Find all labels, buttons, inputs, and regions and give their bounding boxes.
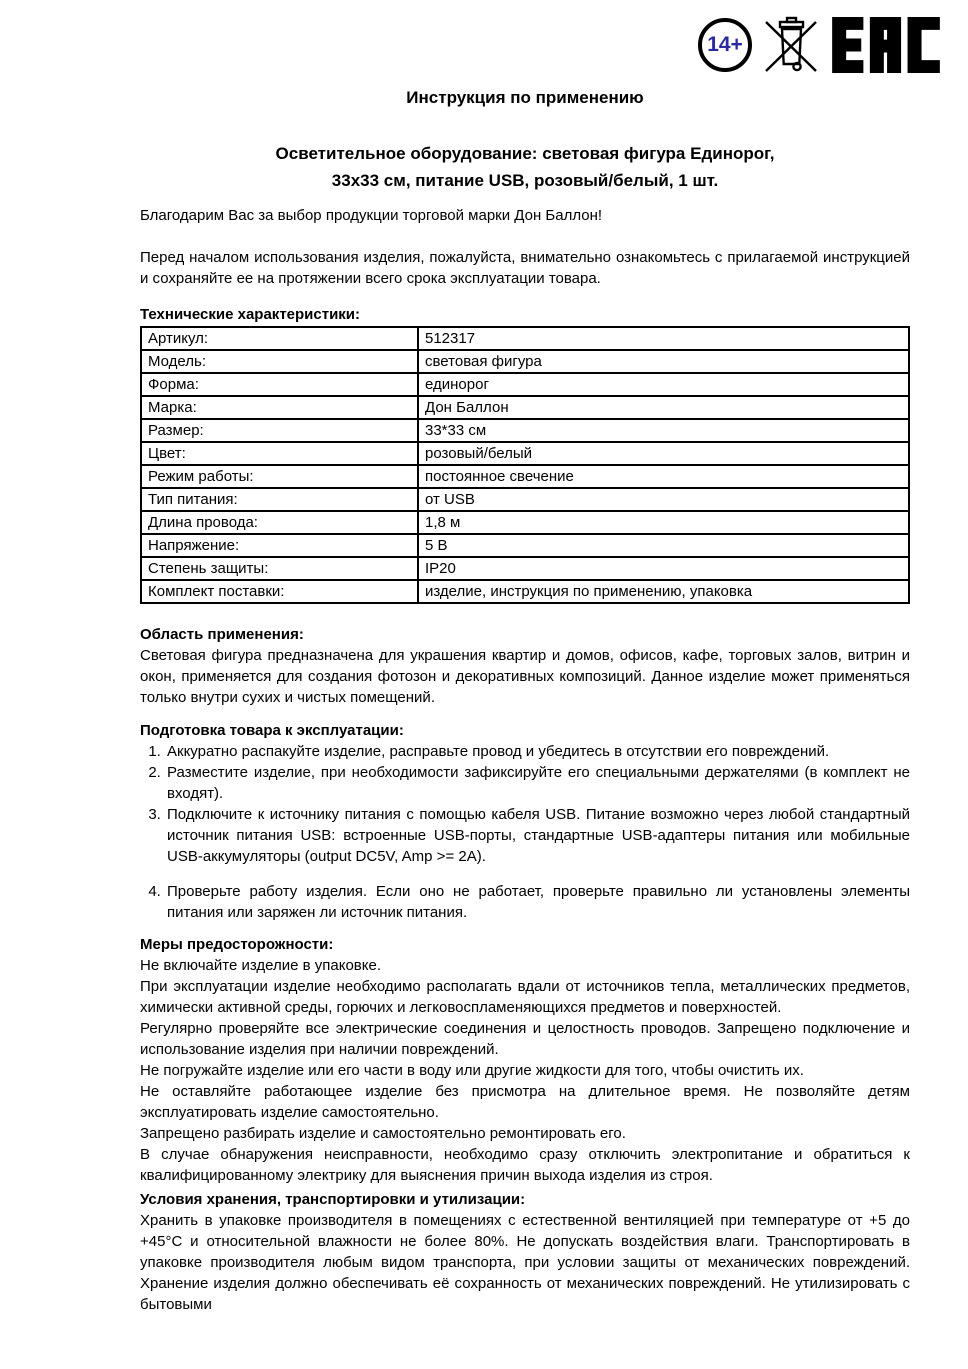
product-subtitle-line-1: Осветительное оборудование: световая фигура Единорог, bbox=[275, 144, 775, 163]
spec-label: Тип питания: bbox=[141, 488, 418, 511]
spec-row bbox=[141, 580, 909, 603]
age-rating-text: 14+ bbox=[707, 33, 743, 56]
application-text: Световая фигура предназначена для украшения квартир и домов, офисов, кафе, торговых залов, витрин и окон, применяется для создания фотозон и декоративных композиций. Данное изделие может применяться только внутри сухих и чистых помещений. bbox=[140, 647, 910, 706]
age-rating-icon bbox=[698, 18, 752, 72]
spec-row bbox=[141, 511, 909, 534]
spec-label: Комплект поставки: bbox=[141, 580, 418, 603]
spec-row bbox=[141, 488, 909, 511]
precaution-paragraph: При эксплуатации изделие необходимо располагать вдали от источников тепла, металлических предметов, химически активной среды, горючих и легковоспламеняющихся предметов и поверхностей. bbox=[140, 978, 910, 1016]
preparation-list bbox=[140, 741, 910, 923]
spec-row bbox=[141, 534, 909, 557]
storage-text: Хранить в упаковке производителя в помещениях с естественной вентиляцией при температуре от +5 до +45°С и относительной влажности не более 80%. Не допускать воздействия влаги. Транспортировать в упаковке производителя любым видом транспорта, при условии защиты от механических повреждений. Хранение изделия должно обеспечивать её сохранность от механических повреждений. Не утилизировать с бытовыми bbox=[140, 1212, 910, 1313]
precautions-block bbox=[140, 955, 910, 1186]
spec-value: изделие, инструкция по применению, упаковка bbox=[418, 580, 909, 603]
spec-label: Марка: bbox=[141, 396, 418, 419]
spec-label: Цвет: bbox=[141, 442, 418, 465]
page-title: Инструкция по применению bbox=[406, 88, 644, 107]
application-heading: Область применения: bbox=[140, 626, 304, 643]
product-subtitle-line-2: 33х33 см, питание USB, розовый/белый, 1 шт. bbox=[331, 171, 719, 190]
precautions-heading: Меры предосторожности: bbox=[140, 936, 334, 953]
spec-value: 33*33 см bbox=[418, 419, 909, 442]
preparation-item: 1. Аккуратно распакуйте изделие, расправьте провод и убедитесь в отсутствии его повреждений. bbox=[165, 741, 910, 762]
preparation-item: 4. Проверьте работу изделия. Если оно не работает, проверьте правильно ли установлены элементы питания или заряжен ли источник питания. bbox=[165, 881, 910, 923]
spec-value: 512317 bbox=[418, 327, 909, 350]
spec-value: розовый/белый bbox=[418, 442, 909, 465]
preparation-heading: Подготовка товара к эксплуатации: bbox=[140, 722, 404, 739]
spec-value: Дон Баллон bbox=[418, 396, 909, 419]
spec-value: 5 В bbox=[418, 534, 909, 557]
spec-label: Степень защиты: bbox=[141, 557, 418, 580]
spec-row bbox=[141, 419, 909, 442]
precaution-paragraph: В случае обнаружения неисправности, необходимо сразу отключить электропитание и обратиться к квалифицированному электрику для выяснения причин выхода изделия из строя. bbox=[140, 1146, 910, 1184]
precaution-paragraph: Не погружайте изделие или его части в воду или другие жидкости для того, чтобы очистить их. bbox=[140, 1062, 804, 1079]
certification-icons bbox=[698, 14, 942, 76]
specs-heading: Технические характеристики: bbox=[140, 306, 361, 323]
specs-table bbox=[140, 326, 910, 604]
spec-label: Форма: bbox=[141, 373, 418, 396]
spec-value: 1,8 м bbox=[418, 511, 909, 534]
spec-label: Длина провода: bbox=[141, 511, 418, 534]
spec-value: постоянное свечение bbox=[418, 465, 909, 488]
spec-row bbox=[141, 327, 909, 350]
storage-heading: Условия хранения, транспортировки и утилизации: bbox=[140, 1191, 526, 1208]
spec-row bbox=[141, 396, 909, 419]
precaution-paragraph: Не оставляйте работающее изделие без присмотра на длительное время. Не позволяйте детям эксплуатировать изделие самостоятельно. bbox=[140, 1083, 910, 1121]
spec-row bbox=[141, 442, 909, 465]
read-before-use-paragraph: Перед началом использования изделия, пожалуйста, внимательно ознакомьтесь с прилагаемой инструкцией и сохраняйте ее на протяжении всего срока эксплуатации товара. bbox=[140, 249, 910, 287]
spec-row bbox=[141, 373, 909, 396]
spec-label: Режим работы: bbox=[141, 465, 418, 488]
precaution-paragraph: Не включайте изделие в упаковке. bbox=[140, 957, 382, 974]
precaution-paragraph: Регулярно проверяйте все электрические соединения и целостность проводов. Запрещено подключение и использование изделия при наличии повреждений. bbox=[140, 1020, 910, 1058]
precaution-paragraph: Запрещено разбирать изделие и самостоятельно ремонтировать его. bbox=[140, 1125, 626, 1142]
thanks-paragraph: Благодарим Вас за выбор продукции торговой марки Дон Баллон! bbox=[140, 207, 603, 224]
preparation-item: 3. Подключите к источнику питания с помощью кабеля USB. Питание возможно через любой стандартный источник питания USB: встроенные USB-порты, стандартные USB-адаптеры питания или мобильные USB-аккумуляторы (output DC5V, Amp >= 2A). bbox=[165, 804, 910, 867]
crossed-out-bin-icon bbox=[760, 14, 822, 76]
spec-label: Артикул: bbox=[141, 327, 418, 350]
spec-row bbox=[141, 350, 909, 373]
spec-value: единорог bbox=[418, 373, 909, 396]
product-subtitle bbox=[140, 140, 910, 194]
spec-label: Модель: bbox=[141, 350, 418, 373]
spec-value: световая фигура bbox=[418, 350, 909, 373]
spec-label: Напряжение: bbox=[141, 534, 418, 557]
preparation-item: 2. Разместите изделие, при необходимости зафиксируйте его специальными держателями (в комплект не входят). bbox=[165, 762, 910, 804]
spec-row bbox=[141, 465, 909, 488]
eac-mark-icon bbox=[830, 17, 942, 73]
spec-value: IP20 bbox=[418, 557, 909, 580]
spec-value: от USB bbox=[418, 488, 909, 511]
spec-row bbox=[141, 557, 909, 580]
spec-label: Размер: bbox=[141, 419, 418, 442]
